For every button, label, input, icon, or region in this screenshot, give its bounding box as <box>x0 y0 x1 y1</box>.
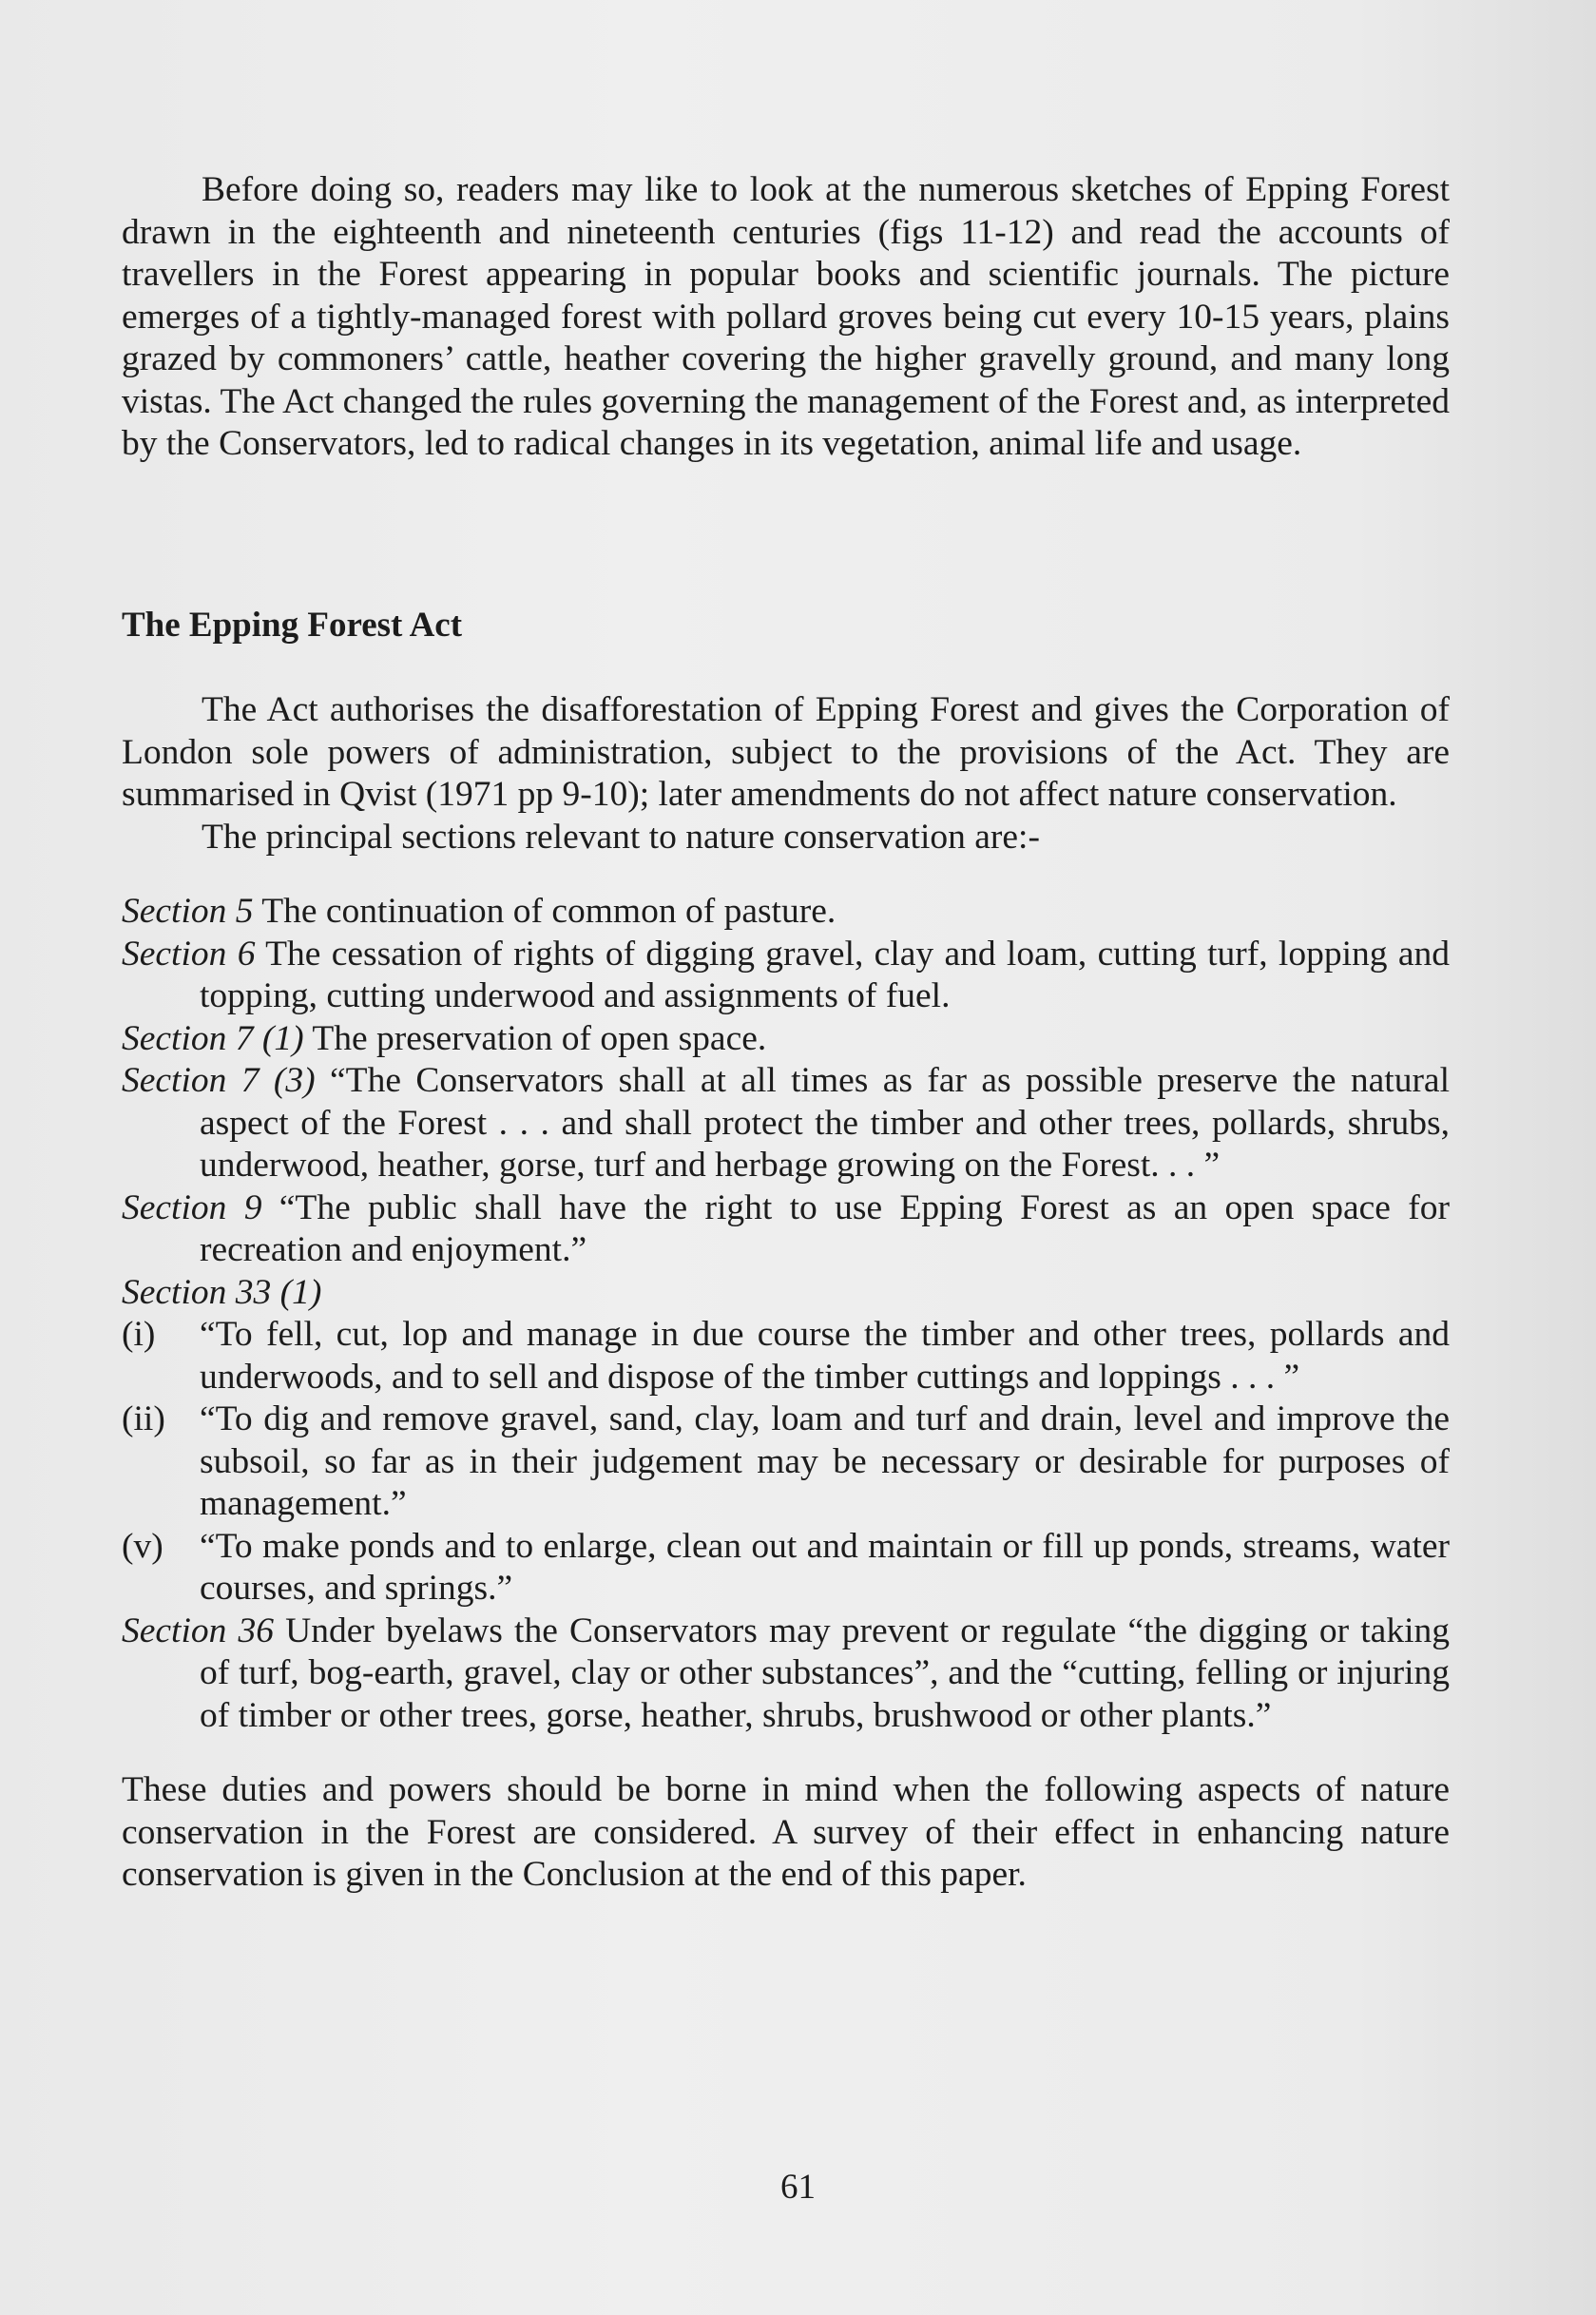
section-item <box>122 1272 1450 1315</box>
section-item <box>122 934 1450 1018</box>
subsection-text: “To make ponds and to enlarge, clean out and maintain or fill up ponds, streams, water courses, and springs.” <box>200 1526 1450 1608</box>
section-text: The preservation of open space. <box>312 1018 767 1058</box>
section-item <box>122 1187 1450 1272</box>
act-summary-paragraph: The Act authorises the disafforestation of Epping Forest and gives the Corporation of London sole powers of administration, subject to the provisions of the Act. They are summarised in Qvist (1971 pp 9-10); later amendments do not affect nature conservation. <box>122 690 1450 814</box>
intro-paragraph-block <box>122 169 1450 466</box>
section-text: Under byelaws the Conservators may prevent or regulate “the digging or taking of turf, bog-earth, gravel, clay or other substances”, and the “cutting, felling or injuring of timber or other trees, gorse, heather, shrubs, brushwood or other plants.” <box>200 1611 1450 1735</box>
section-text: The continuation of common of pasture. <box>261 892 836 931</box>
subsection-number: (i) <box>122 1315 156 1354</box>
section-item <box>122 1018 1450 1061</box>
subsection-number: (ii) <box>122 1399 165 1438</box>
subsection-item <box>122 1399 1450 1526</box>
section-item <box>122 891 1450 934</box>
section-text: “The Conservators shall at all times as far as possible preserve the natural aspect of the Forest . . . and shall protect the timber and other trees, pollards, shrubs, underwood, heather, gorse, turf and herbage growing on the Forest. . . ” <box>200 1061 1450 1185</box>
section-item <box>122 1611 1450 1738</box>
section-heading-block <box>122 605 1450 646</box>
subsection-item <box>122 1526 1450 1611</box>
subsection-number: (v) <box>122 1526 163 1566</box>
section-text: The cessation of rights of digging gravel, clay and loam, cutting turf, lopping and topping, cutting underwood and assignments of fuel. <box>200 934 1450 1015</box>
principal-sections-intro: The principal sections relevant to nature conservation are:- <box>202 817 1040 857</box>
page-number: 61 <box>780 2168 816 2207</box>
closing-paragraph: These duties and powers should be borne in mind when the following aspects of nature conservation in the Forest are considered. A survey of their effect in enhancing nature conservation is given in the Conclusion at the end of this paper. <box>122 1770 1450 1894</box>
act-body <box>122 689 1450 1897</box>
section-heading: The Epping Forest Act <box>122 606 463 645</box>
section-label: Section 7 (1) <box>122 1018 304 1058</box>
section-label: Section 7 (3) <box>122 1061 316 1100</box>
section-label: Section 33 (1) <box>122 1272 322 1312</box>
subsection-text: “To dig and remove gravel, sand, clay, loam and turf and drain, level and improve the subsoil, so far as in their judgement may be necessary or desirable for purposes of management.” <box>200 1399 1450 1523</box>
section-label: Section 5 <box>122 892 254 931</box>
intro-paragraph: Before doing so, readers may like to look at the numerous sketches of Epping Forest drawn in the eighteenth and nineteenth centuries (figs 11-12) and read the accounts of travellers in the Forest appearing in popular books and scientific journals. The picture emerges of a tightly-managed forest with pollard groves being cut every 10-15 years, plains grazed by commoners’ cattle, heather covering the higher gravelly ground, and many long vistas. The Act changed the rules governing the management of the Forest and, as interpreted by the Conservators, led to radical changes in its vegetation, animal life and usage. <box>122 170 1450 463</box>
section-label: Section 9 <box>122 1187 262 1227</box>
subsection-text: “To fell, cut, lop and manage in due course the timber and other trees, pollards and underwoods, and to sell and dispose of the timber cuttings and loppings . . . ” <box>200 1315 1450 1397</box>
section-label: Section 6 <box>122 934 256 974</box>
subsection-item <box>122 1314 1450 1399</box>
section-text: “The public shall have the right to use Epping Forest as an open space for recreation and enjoyment.” <box>200 1187 1450 1269</box>
section-label: Section 36 <box>122 1611 275 1650</box>
section-item <box>122 1060 1450 1187</box>
